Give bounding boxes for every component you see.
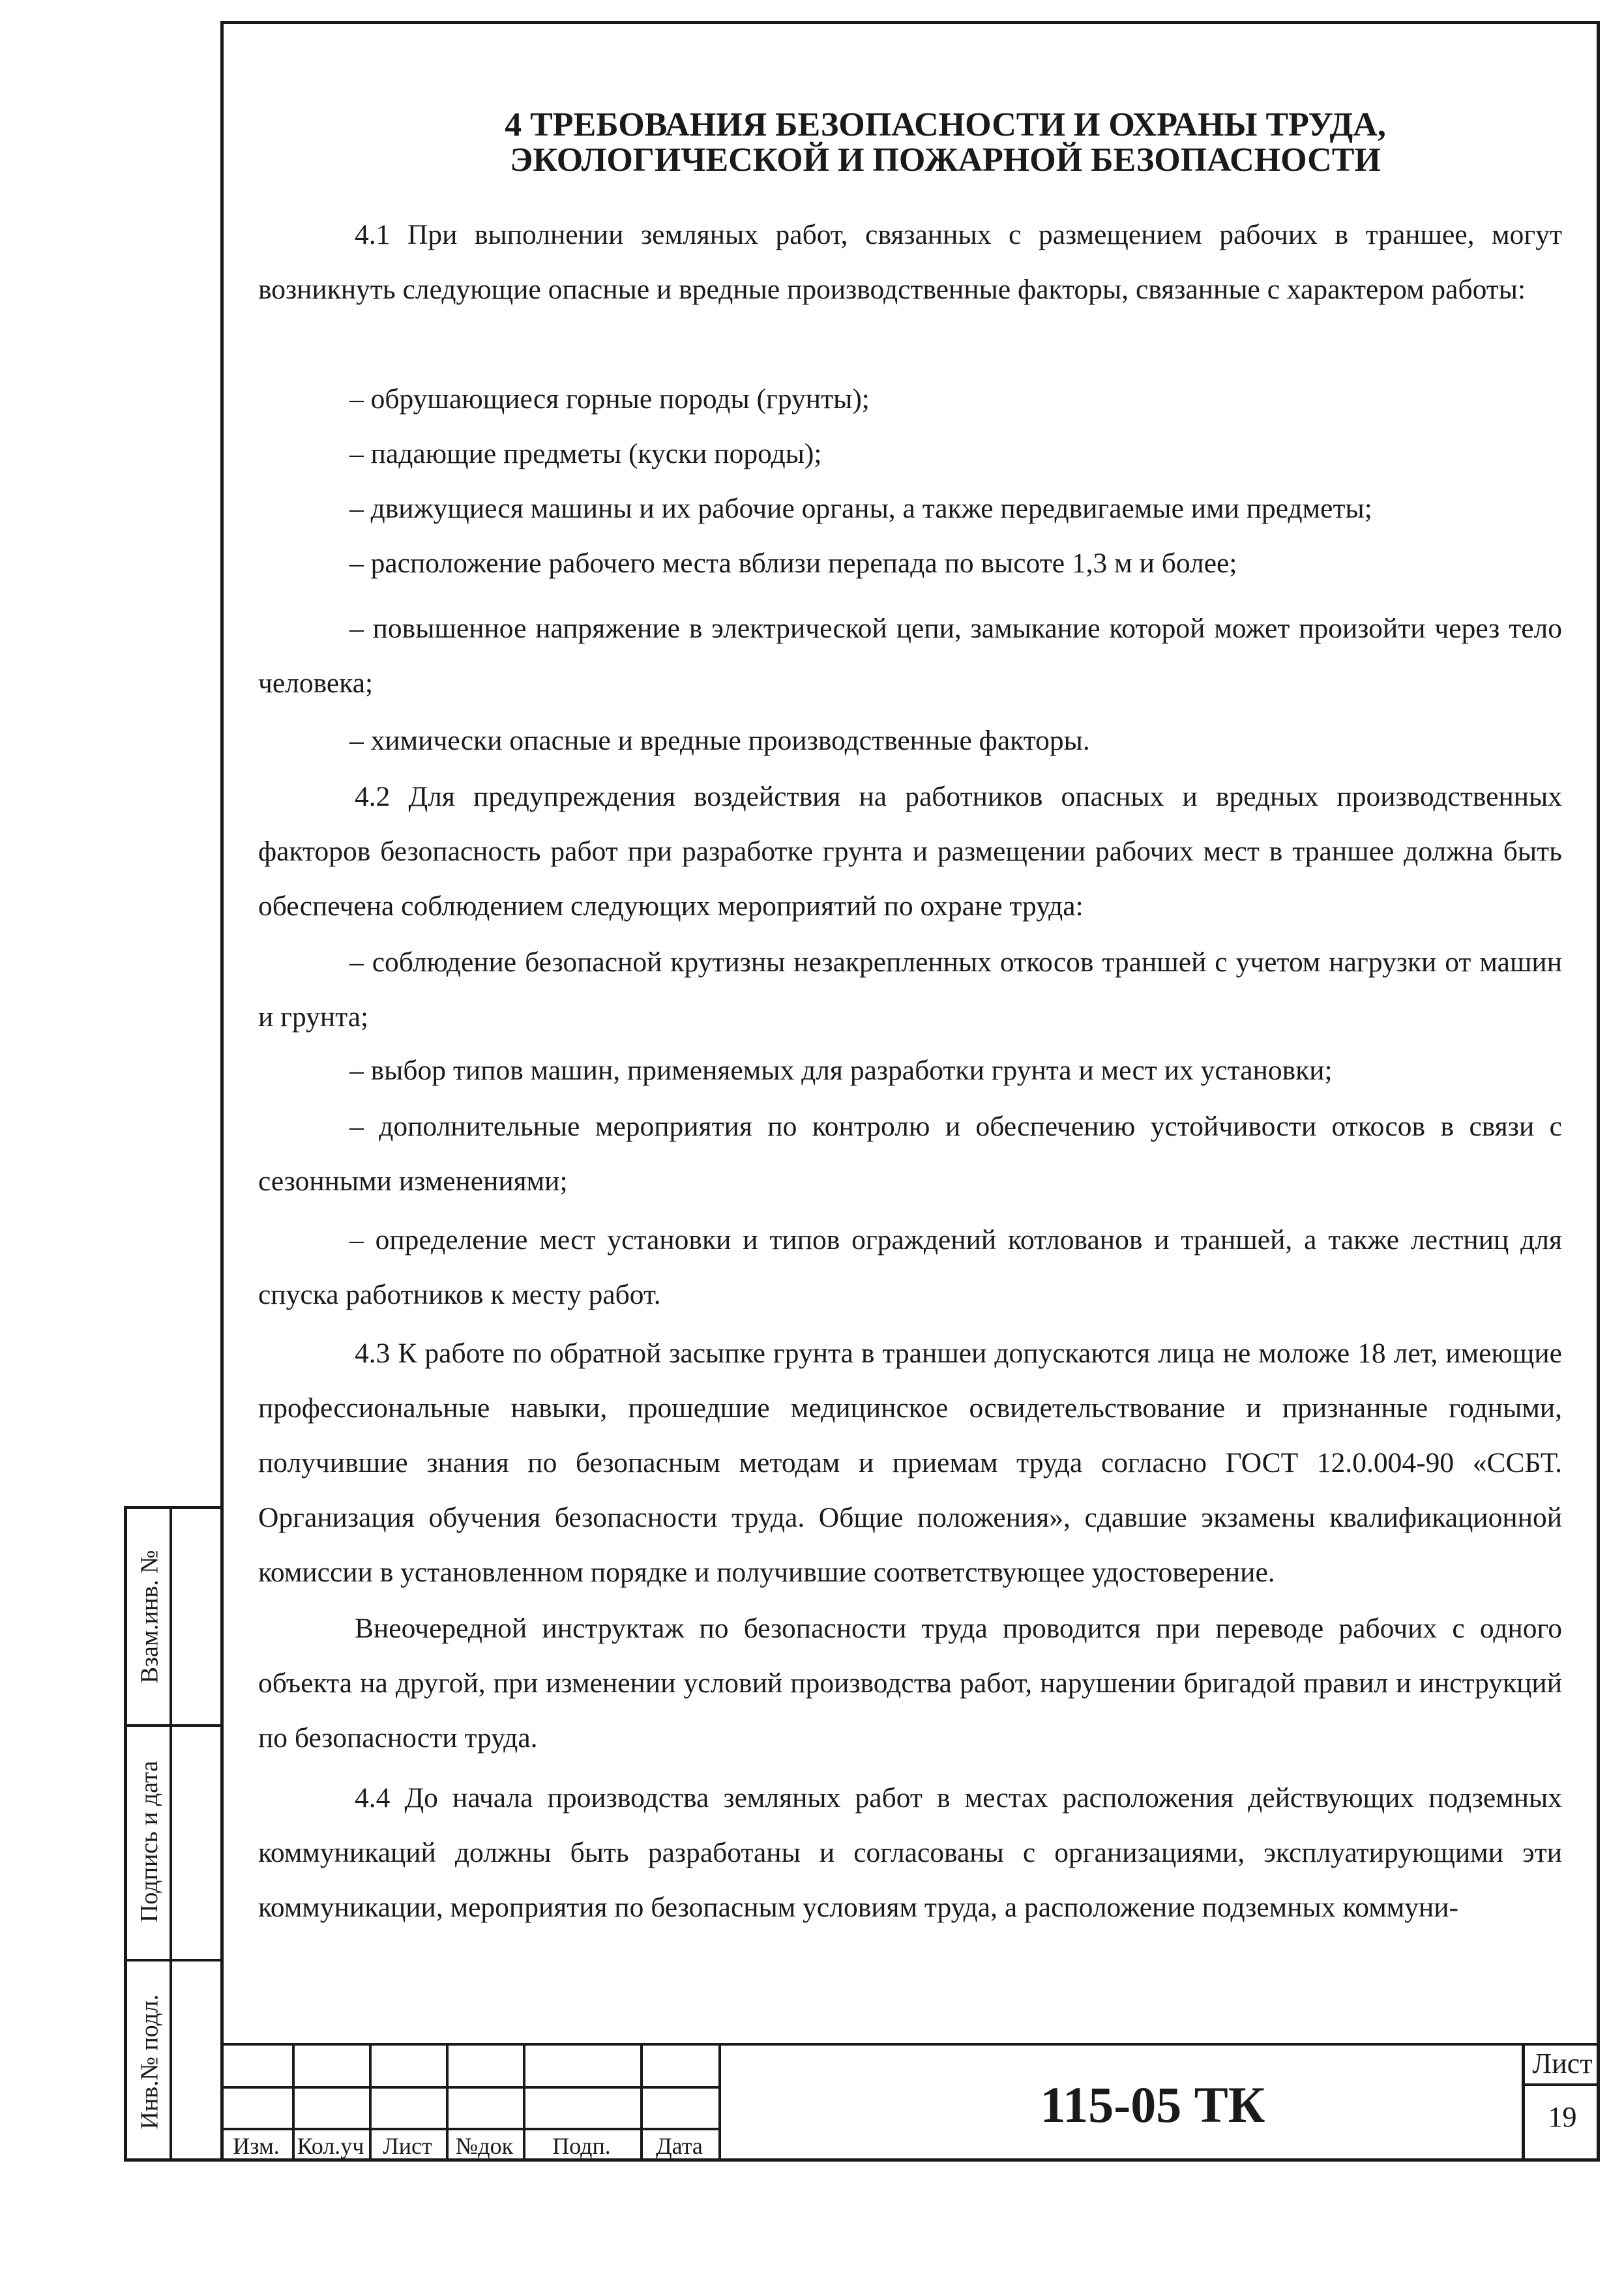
document-code: 115-05 ТК bbox=[1040, 2076, 1265, 2133]
list-item: – движущиеся машины и их рабочие органы, а также передвигаемые ими предметы; bbox=[349, 493, 1372, 524]
col-izm: Изм. bbox=[233, 2133, 280, 2159]
side-label-vzam: Взам.инв. № bbox=[136, 1550, 164, 1684]
col-kol: Кол.уч bbox=[297, 2133, 364, 2159]
paragraph: 4.2 Для предупреждения воздействия на работников опасных и вредных производственных факторов безопасность работ при разработке грунта и размещении рабочих мест в траншее должна быть обеспечена соблюдением следующих мероприятий по охране труда: bbox=[258, 781, 1562, 922]
col-data: Дата bbox=[656, 2133, 703, 2159]
list-item: – падающие предметы (куски породы); bbox=[349, 438, 822, 469]
paragraph: 4.1 При выполнении земляных работ, связанных с размещением рабочих в траншее, могут возникнуть следующие опасные и вредные производственные факторы, связанные с характером работы: bbox=[258, 219, 1562, 305]
list-item: – соблюдение безопасной крутизны незакрепленных откосов траншей с учетом нагрузки от машин и грунта; bbox=[258, 947, 1562, 1033]
list-item: – дополнительные мероприятия по контролю и обеспечению устойчивости откосов в связи с сезонными изменениями; bbox=[258, 1111, 1562, 1197]
divider bbox=[718, 2043, 721, 2162]
paragraph: Внеочередной инструктаж по безопасности труда проводится при переводе рабочих с одного объекта на другой, при изменении условий производства работ, нарушении бригадой правил и инструкций по безопасности труда. bbox=[258, 1613, 1562, 1754]
col-list: Лист bbox=[383, 2133, 432, 2159]
side-label-inv: Инв.№ подл. bbox=[136, 1994, 164, 2130]
sheet-box bbox=[1522, 2043, 1600, 2162]
list-item: – расположение рабочего места вблизи перепада по высоте 1,3 м и более; bbox=[349, 548, 1237, 579]
divider bbox=[170, 1509, 172, 2158]
list-item: – обрушающиеся горные породы (грунты); bbox=[349, 383, 870, 415]
paragraph: 4.4 До начала производства земляных работ в местах расположения действующих подземных коммуникаций должны быть разработаны и согласованы с организациями, эксплуатирующими эти коммуникации, мероприятия по безопасным условиям труда, а расположение подземных коммуни- bbox=[258, 1782, 1562, 1923]
divider bbox=[220, 2043, 1600, 2046]
section-title-line1: 4 ТРЕБОВАНИЯ БЕЗОПАСНОСТИ И ОХРАНЫ ТРУДА, bbox=[505, 106, 1386, 143]
sheet-number: 19 bbox=[1548, 2101, 1577, 2133]
revision-grid bbox=[220, 2043, 721, 2162]
list-item: – выбор типов машин, применяемых для разработки грунта и мест их установки; bbox=[349, 1055, 1333, 1086]
paragraph: 4.3 К работе по обратной засыпке грунта в траншеи допускаются лица не моложе 18 лет, имеющие профессиональные навыки, прошедшие медицинское освидетельствование и признанные годными, получившие знания по безопасным методам и приемам труда согласно ГОСТ 12.0.004-90 «ССБТ. Организация обучения безопасности труда. Общие положения», сдавшие экзамены квалификационной комиссии в установленном порядке и получившие соответствующее удостоверение. bbox=[258, 1338, 1562, 1588]
side-stamp bbox=[124, 1506, 222, 2162]
col-ndok: №док bbox=[455, 2133, 514, 2159]
divider bbox=[220, 2086, 721, 2089]
list-item: – химически опасные и вредные производственные факторы. bbox=[349, 725, 1090, 756]
list-item: – повышенное напряжение в электрической цепи, замыкание которой может произойти через тело человека; bbox=[258, 613, 1562, 699]
title-block bbox=[220, 2043, 1600, 2162]
section-title-line2: ЭКОЛОГИЧЕСКОЙ И ПОЖАРНОЙ БЕЗОПАСНОСТИ bbox=[510, 141, 1381, 179]
col-podp: Подп. bbox=[552, 2133, 611, 2159]
side-label-podpis: Подпись и дата bbox=[136, 1760, 164, 1923]
list-item: – определение мест установки и типов ограждений котлованов и траншей, а также лестниц для спуска работников к месту работ. bbox=[258, 1224, 1562, 1310]
sheet-label: Лист bbox=[1525, 2044, 1600, 2086]
